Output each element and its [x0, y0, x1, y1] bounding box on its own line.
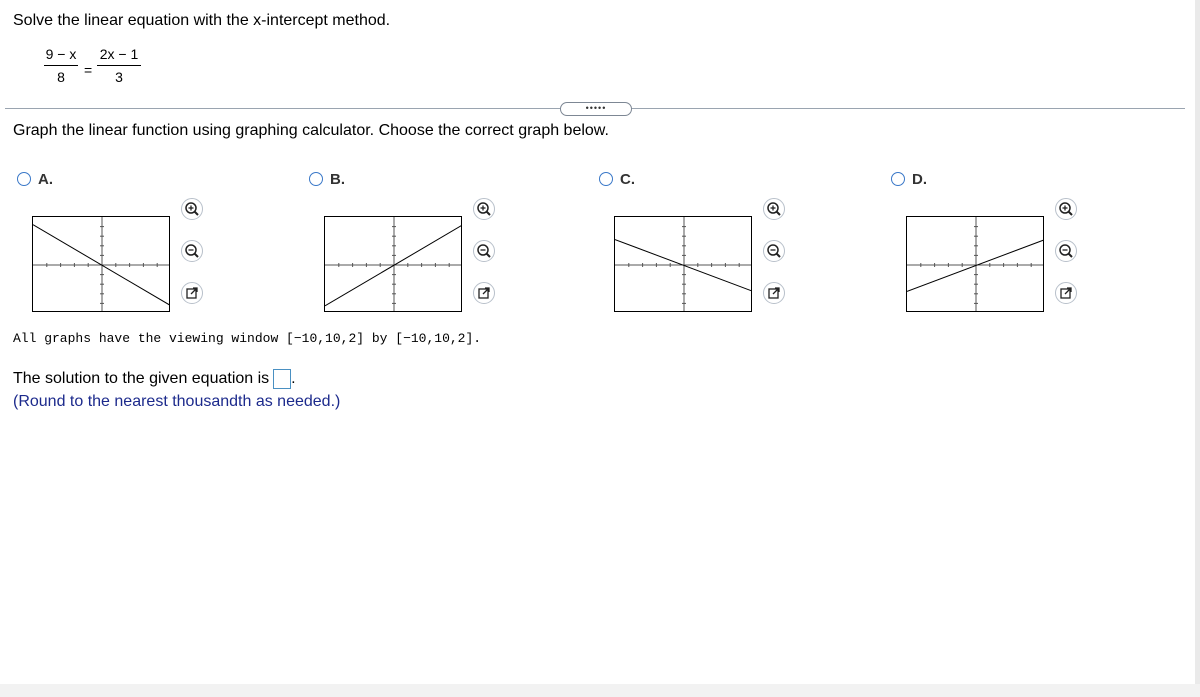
option-a-radio[interactable]: [17, 172, 31, 186]
right-numerator: 2x − 1: [99, 46, 139, 62]
zoom-in-icon: [182, 199, 202, 219]
zoom-out-icon: [474, 241, 494, 261]
expand-more-button[interactable]: •••••: [560, 102, 632, 116]
scrollbar-track[interactable]: [1195, 0, 1200, 697]
solution-text: The solution to the given equation is: [13, 370, 270, 388]
answer-input[interactable]: [273, 369, 291, 389]
solution-line: [13, 369, 296, 389]
zoom-out-icon: [1056, 241, 1076, 261]
option-c-zoom-out-button[interactable]: [763, 240, 785, 262]
zoom-in-icon: [1056, 199, 1076, 219]
fraction-right: [97, 45, 141, 86]
option-d-radio[interactable]: [891, 172, 905, 186]
viewing-window-note: All graphs have the viewing window [−10,10,2] by [−10,10,2].: [13, 331, 482, 346]
part-instruction: Graph the linear function using graphing calculator. Choose the correct graph below.: [13, 122, 609, 139]
left-numerator: 9 − x: [45, 46, 77, 62]
right-denominator: 3: [115, 69, 123, 85]
option-b-graph[interactable]: [324, 216, 462, 312]
option-b-radio[interactable]: [309, 172, 323, 186]
option-a-zoom-in-button[interactable]: [181, 198, 203, 220]
option-a-label[interactable]: A.: [38, 171, 53, 188]
solution-period: .: [291, 370, 296, 388]
zoom-in-icon: [474, 199, 494, 219]
option-b-popout-button[interactable]: [473, 282, 495, 304]
option-d-label[interactable]: D.: [912, 171, 927, 188]
option-c-popout-button[interactable]: [763, 282, 785, 304]
fraction-left: [44, 45, 78, 86]
popout-icon: [1056, 283, 1076, 303]
popout-icon: [474, 283, 494, 303]
rounding-note: (Round to the nearest thousandth as needed.): [13, 393, 341, 410]
option-d-graph[interactable]: [906, 216, 1044, 312]
option-b-zoom-out-button[interactable]: [473, 240, 495, 262]
zoom-out-icon: [182, 241, 202, 261]
option-a-graph[interactable]: [32, 216, 170, 312]
option-c-radio[interactable]: [599, 172, 613, 186]
question-title: Solve the linear equation with the x-intercept method.: [13, 12, 391, 29]
equals-sign: =: [84, 62, 93, 78]
popout-icon: [182, 283, 202, 303]
option-b-label[interactable]: B.: [330, 171, 345, 188]
option-c-label[interactable]: C.: [620, 171, 635, 188]
option-a-popout-button[interactable]: [181, 282, 203, 304]
zoom-in-icon: [764, 199, 784, 219]
option-d-popout-button[interactable]: [1055, 282, 1077, 304]
option-c-zoom-in-button[interactable]: [763, 198, 785, 220]
left-denominator: 8: [57, 69, 65, 85]
zoom-out-icon: [764, 241, 784, 261]
bottom-bar: [0, 684, 1200, 697]
option-d-zoom-out-button[interactable]: [1055, 240, 1077, 262]
option-d-zoom-in-button[interactable]: [1055, 198, 1077, 220]
popout-icon: [764, 283, 784, 303]
option-c-graph[interactable]: [614, 216, 752, 312]
option-a-zoom-out-button[interactable]: [181, 240, 203, 262]
option-b-zoom-in-button[interactable]: [473, 198, 495, 220]
